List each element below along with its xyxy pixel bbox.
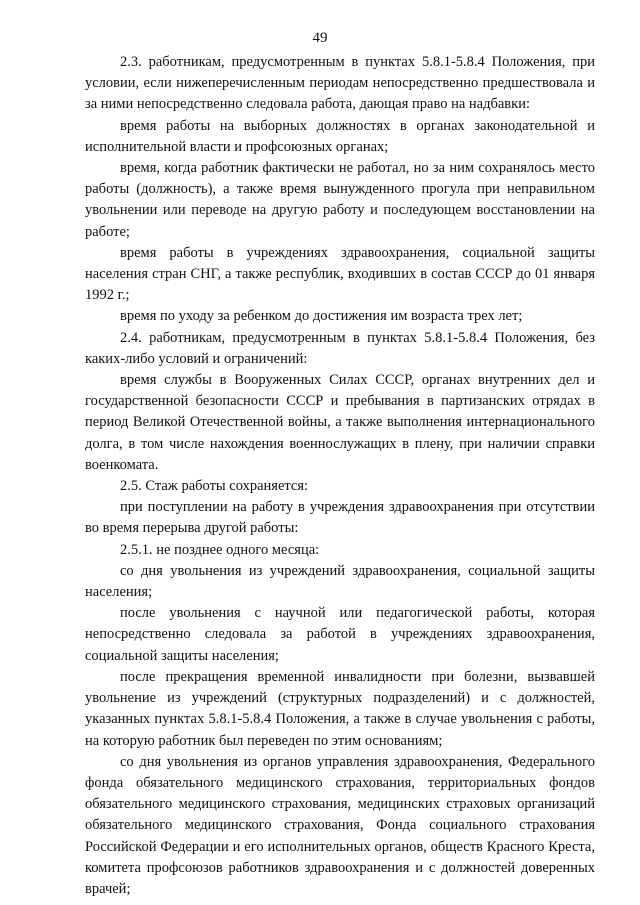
paragraph-childcare: время по уходу за ребенком до достижения им возраста трех лет; bbox=[120, 308, 523, 325]
paragraph-disability: после прекращения временной инвалидности при болезни, вызвавшей увольнение из учреждений (структурных подразделений) и с должностей, указанных пунктах 5.8.1-5.8.4 Положения, а также в случае увольнения с работы, на которую работник был переведен по этим основаниям; bbox=[85, 668, 595, 749]
paragraph-employment-condition: при поступлении на работу в учреждения здравоохранения при отсутствии во время перерыва другой работы: bbox=[85, 499, 595, 537]
paragraph-2-5: 2.5. Стаж работы сохраняется: bbox=[120, 478, 309, 495]
paragraph-dismissal-healthcare: со дня увольнения из учреждений здравоохранения, социальной защиты населения; bbox=[85, 562, 595, 601]
paragraph-elected-positions: время работы на выборных должностях в органах законодательной и исполнительной власти и профсоюзных органах; bbox=[85, 117, 595, 155]
paragraph-military-service: время службы в Вооруженных Силах СССР, органах внутренних дел и государственной безопасности СССР и пребывания в партизанских отрядах в период Великой Отечественной войны, а также выполнения интернационального долга, в том числе нахождения военнослужащих в плену, при наличии справки военкомата. bbox=[85, 372, 595, 473]
paragraph-forced-absence: время, когда работник фактически не работал, но за ним сохранялось место работы (должность), а также время вынужденного прогула при неправильном увольнении или переводе на другую работу и последующем восстановлении на работе; bbox=[85, 160, 595, 240]
paragraph-health-management: со дня увольнения из органов управления здравоохранения, Федерального фонда обязательного медицинского страхования, территориальных фондов обязательного медицинского страхования, медицинских страховых организаций обязательного медицинского страхования, Фонда социального страхования Российской Федерации и его исполнительных органов, обществ Красного Креста, комитета профсоюзов работников здравоохранения и с должностей доверенных врачей; bbox=[85, 753, 595, 897]
page-number: 49 bbox=[312, 30, 328, 46]
paragraph-2-3: 2.3. работникам, предусмотренным в пунктах 5.8.1-5.8.4 Положения, при условии, если нижеперечисленным периодам непосредственно предшествовала и за ними непосредственно следовала работа, дающая право на надбавки: bbox=[85, 54, 595, 113]
paragraph-2-4: 2.4. работникам, предусмотренным в пунктах 5.8.1-5.8.4 Положения, без каких-либо условий и ограничений: bbox=[85, 329, 595, 367]
paragraph-scientific-work: после увольнения с научной или педагогической работы, которая непосредственно следовала за работой в учреждениях здравоохранения, социальной защиты населения; bbox=[85, 605, 595, 664]
paragraph-cis-service: время работы в учреждениях здравоохранения, социальной защиты населения стран СНГ, а также республик, входивших в состав СССР до 01 января 1992 г.; bbox=[85, 244, 595, 304]
document-body bbox=[85, 52, 595, 900]
paragraph-2-5-1: 2.5.1. не позднее одного месяца: bbox=[120, 541, 320, 558]
